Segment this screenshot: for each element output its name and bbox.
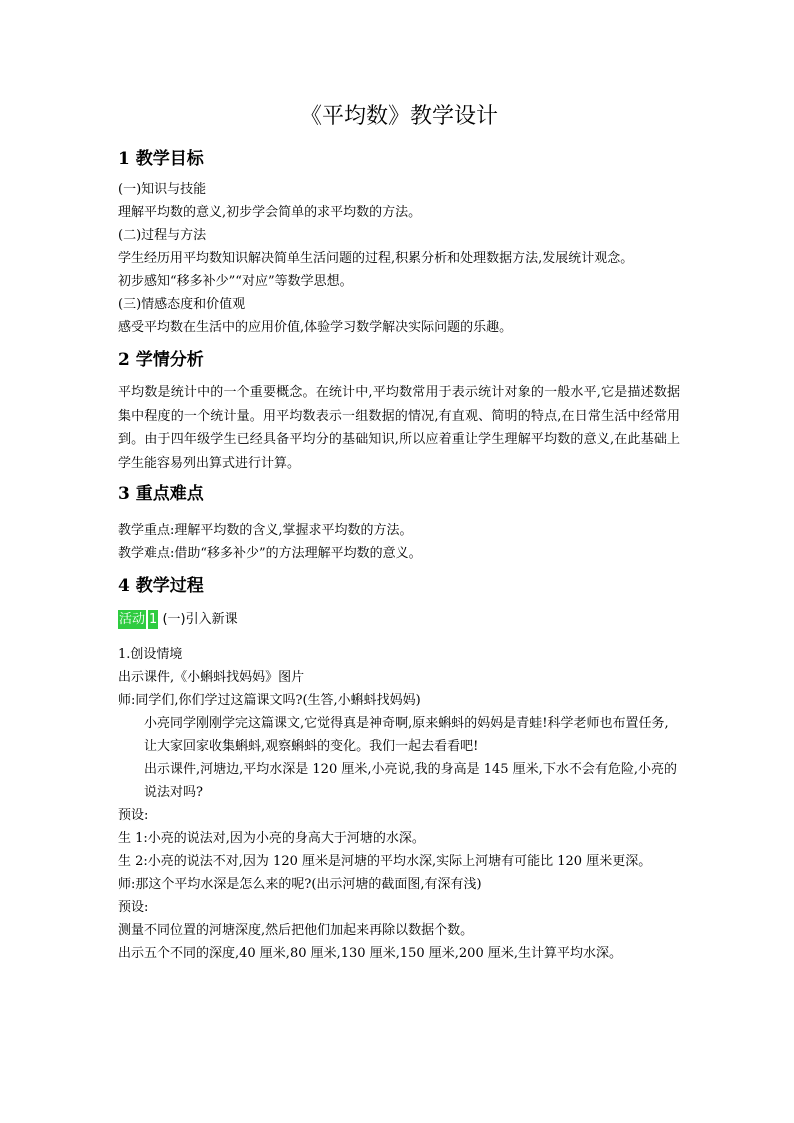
process-line-1: 1.创设情境 (118, 647, 183, 662)
paragraph-attitude: 感受平均数在生活中的应用价值,体验学习数学解决实际问题的乐趣。 (118, 320, 513, 335)
document-page (118, 100, 680, 965)
preset-label-2: 预设: (118, 900, 149, 915)
process-paragraph-story: 小亮同学刚刚学完这篇课文,它觉得真是神奇啊,原来蝌蚪的妈妈是青蛙!科学老师也布置任务,让大家回家收集蝌蚪,观察蝌蚪的变化。我们一起去看看吧! (144, 716, 669, 754)
section-heading-key-points: 3 重点难点 (118, 484, 204, 504)
process-line-2: 出示课件,《小蝌蚪找妈妈》图片 (118, 670, 305, 685)
section-heading-process: 4 教学过程 (118, 576, 204, 596)
document-title: 《平均数》教学设计 (299, 104, 498, 129)
paragraph-process-1: 学生经历用平均数知识解决简单生活问题的过程,积累分析和处理数据方法,发展统计观念。 (118, 251, 634, 266)
subheading-process: (二)过程与方法 (118, 228, 207, 243)
depth-data-line: 出示五个不同的深度,40 厘米,80 厘米,130 厘米,150 厘米,200 厘米,生计算平均水深。 (118, 946, 622, 961)
activity-label: 活动 (119, 612, 146, 627)
activity-number: 1 (149, 612, 158, 627)
teacher-question-2: 师:那这个平均水深是怎么来的呢?(出示河塘的截面图,有深有浅) (118, 877, 482, 892)
student-answer-2: 生 2:小亮的说法不对,因为 120 厘米是河塘的平均水深,实际上河塘有可能比 120 厘米更深。 (118, 854, 652, 869)
paragraph-key-point: 教学重点:理解平均数的含义,掌握求平均数的方法。 (118, 523, 413, 538)
paragraph-knowledge: 理解平均数的意义,初步学会简单的求平均数的方法。 (118, 205, 422, 220)
activity-header (118, 609, 680, 631)
paragraph-difficulty: 教学难点:借助“移多补少”的方法理解平均数的意义。 (118, 546, 422, 561)
activity-title: (一)引入新课 (162, 612, 238, 627)
process-line-3: 师:同学们,你们学过这篇课文吗?(生答,小蝌蚪找妈妈) (118, 693, 421, 708)
paragraph-process-2: 初步感知“移多补少”“对应”等数学思想。 (118, 274, 353, 289)
paragraph-analysis: 平均数是统计中的一个重要概念。在统计中,平均数常用于表示统计对象的一般水平,它是描述数据集中程度的一个统计量。用平均数表示一组数据的情况,有直观、简明的特点,在日常生活中经常用到。由于四年级学生已经具备平均分的基础知识,所以应着重让学生理解平均数的意义,在此基础上学生能容易列出算式进行计算。 (118, 385, 680, 471)
measure-method: 测量不同位置的河塘深度,然后把他们加起来再除以数据个数。 (118, 923, 474, 938)
student-answer-1: 生 1:小亮的说法对,因为小亮的身高大于河塘的水深。 (118, 831, 425, 846)
subheading-attitude: (三)情感态度和价值观 (118, 297, 246, 312)
section-heading-analysis: 2 学情分析 (118, 350, 204, 370)
subheading-knowledge: (一)知识与技能 (118, 182, 207, 197)
process-paragraph-pond: 出示课件,河塘边,平均水深是 120 厘米,小亮说,我的身高是 145 厘米,下水不会有危险,小亮的说法对吗? (144, 762, 677, 800)
section-heading-objectives: 1 教学目标 (118, 149, 204, 169)
preset-label-1: 预设: (118, 808, 149, 823)
